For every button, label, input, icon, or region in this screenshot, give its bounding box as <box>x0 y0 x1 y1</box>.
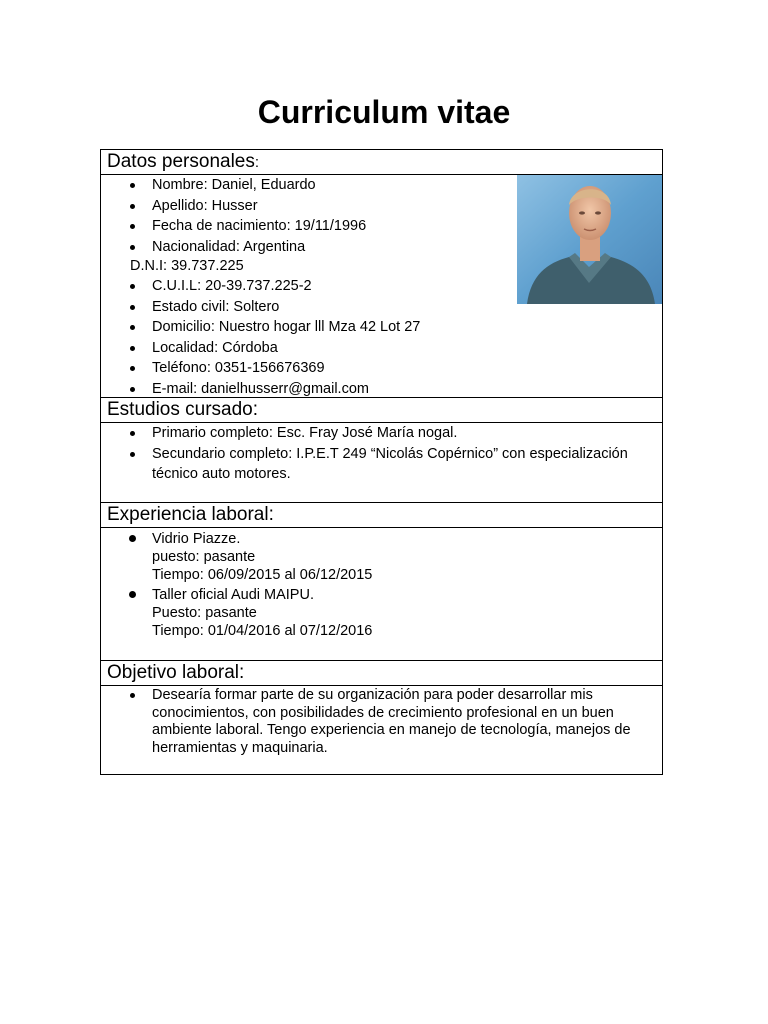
study-primary: Primario completo: Esc. Fray José María nogal. <box>152 425 458 441</box>
bullet-icon <box>130 431 135 436</box>
personal-dni: D.N.I: 39.737.225 <box>130 258 244 274</box>
list-item <box>101 586 662 640</box>
list-item <box>101 338 662 359</box>
job-place: Vidrio Piazze. <box>152 531 241 547</box>
personal-surname: Apellido: Husser <box>152 197 258 214</box>
bullet-icon <box>130 284 135 289</box>
job-time: Tiempo: 06/09/2015 al 06/12/2015 <box>152 567 373 583</box>
bullet-icon <box>130 183 135 188</box>
personal-section <box>101 175 662 398</box>
personal-heading <box>101 150 662 175</box>
personal-address: Domicilio: Nuestro hogar lll Mza 42 Lot 27 <box>152 319 421 335</box>
bullet-icon <box>130 224 135 229</box>
list-item <box>101 358 662 379</box>
bullet-icon <box>130 204 135 209</box>
list-item <box>101 379 662 400</box>
studies-list <box>101 423 662 485</box>
bullet-icon <box>130 366 135 371</box>
profile-photo <box>517 175 662 304</box>
document-title: Curriculum vitae <box>257 94 511 130</box>
objective-heading: Objetivo laboral: <box>101 661 662 686</box>
job-position: Puesto: pasante <box>152 605 257 621</box>
bullet-icon <box>130 387 135 392</box>
bullet-icon <box>130 346 135 351</box>
bullet-icon <box>130 325 135 330</box>
personal-cuil: C.U.I.L: 20-39.737.225-2 <box>152 278 312 294</box>
experience-list <box>101 530 662 640</box>
experience-section <box>101 528 662 661</box>
personal-email: E-mail: danielhusserr@gmail.com <box>152 380 369 397</box>
list-item <box>101 423 662 444</box>
objective-list <box>101 687 662 757</box>
personal-birthdate: Fecha de nacimiento: 19/11/1996 <box>152 218 367 234</box>
personal-name: Nombre: Daniel, Eduardo <box>152 177 316 193</box>
list-item <box>101 317 662 338</box>
cv-table <box>100 149 663 775</box>
personal-civil-status: Estado civil: Soltero <box>152 298 280 315</box>
job-place: Taller oficial Audi MAIPU. <box>152 587 314 603</box>
personal-nationality: Nacionalidad: Argentina <box>152 238 306 255</box>
objective-text: Desearía formar parte de su organización para poder desarrollar mis conocimientos, con posibilidades de crecimiento profesional en un buen ambiente laboral. Tengo experiencia en manejo de tecnología, manejos de herramientas y maquinaria. <box>152 687 631 756</box>
bullet-icon <box>129 591 136 598</box>
list-item <box>101 444 662 485</box>
list-item <box>101 530 662 584</box>
experience-heading: Experiencia laboral: <box>101 503 662 528</box>
studies-section <box>101 423 662 503</box>
studies-heading: Estudios cursado: <box>101 398 662 423</box>
profile-photo-image <box>517 175 662 304</box>
personal-heading-colon: : <box>254 154 260 171</box>
bullet-icon <box>130 452 135 457</box>
personal-heading-text: Datos personales <box>107 151 255 172</box>
bullet-icon <box>130 245 135 250</box>
personal-city: Localidad: Córdoba <box>152 339 278 356</box>
bullet-icon <box>130 305 135 310</box>
study-secondary: Secundario completo: I.P.E.T 249 “Nicolás Copérnico” con especialización técnico auto motores. <box>152 445 628 482</box>
objective-section <box>101 686 662 774</box>
job-time: Tiempo: 01/04/2016 al 07/12/2016 <box>152 623 373 639</box>
job-position: puesto: pasante <box>152 549 256 565</box>
bullet-icon <box>130 693 135 698</box>
list-item <box>101 687 662 757</box>
bullet-icon <box>129 535 136 542</box>
personal-phone: Teléfono: 0351-156676369 <box>152 360 325 376</box>
